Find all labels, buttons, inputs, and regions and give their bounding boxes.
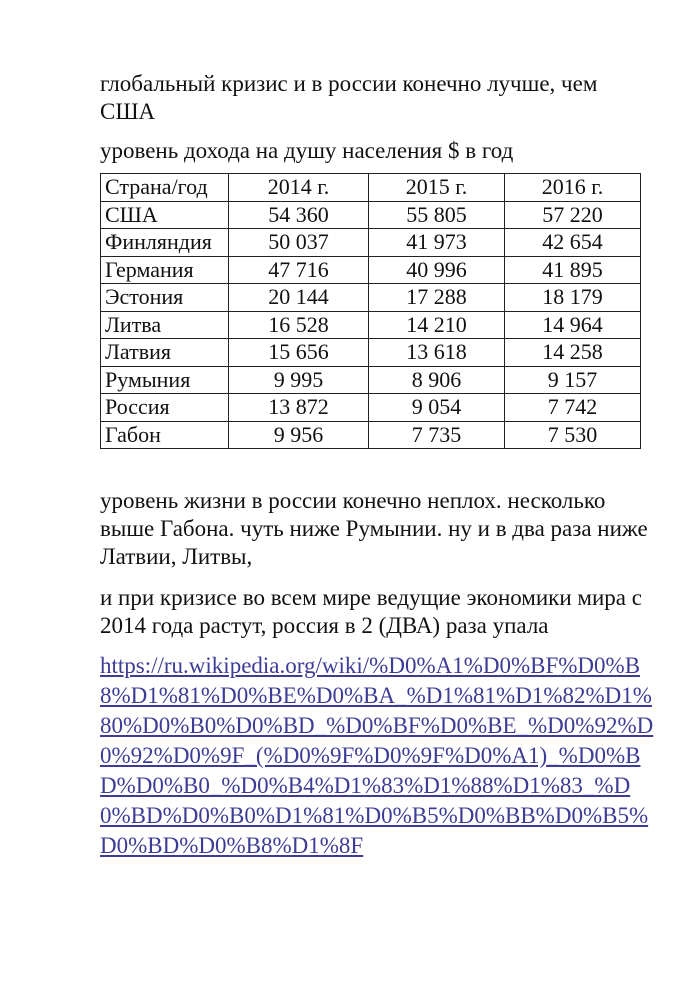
cell-2014: 9 956 bbox=[229, 421, 369, 449]
cell-country: Эстония bbox=[101, 284, 229, 312]
cell-2015: 41 973 bbox=[369, 229, 505, 257]
table-row bbox=[101, 284, 641, 312]
cell-2014: 50 037 bbox=[229, 229, 369, 257]
cell-country: США bbox=[101, 201, 229, 229]
header-2015: 2015 г. bbox=[369, 174, 505, 202]
cell-2016: 41 895 bbox=[505, 256, 641, 284]
income-table bbox=[100, 173, 641, 449]
table-row bbox=[101, 201, 641, 229]
table-title: уровень дохода на душу населения $ в год bbox=[100, 138, 514, 163]
cell-2015: 55 805 bbox=[369, 201, 505, 229]
table-row bbox=[101, 339, 641, 367]
cell-2016: 7 530 bbox=[505, 421, 641, 449]
cell-2016: 14 258 bbox=[505, 339, 641, 367]
cell-2016: 7 742 bbox=[505, 394, 641, 422]
cell-2015: 40 996 bbox=[369, 256, 505, 284]
cell-2014: 13 872 bbox=[229, 394, 369, 422]
table-row bbox=[101, 229, 641, 257]
cell-2015: 9 054 bbox=[369, 394, 505, 422]
cell-country: Габон bbox=[101, 421, 229, 449]
header-country-year: Страна/год bbox=[101, 174, 229, 202]
table-row bbox=[101, 256, 641, 284]
cell-2016: 57 220 bbox=[505, 201, 641, 229]
header-2014: 2014 г. bbox=[229, 174, 369, 202]
table-row bbox=[101, 366, 641, 394]
table-row bbox=[101, 421, 641, 449]
cell-2016: 14 964 bbox=[505, 311, 641, 339]
cell-country: Россия bbox=[101, 394, 229, 422]
paragraph-living-standard: уровень жизни в россии конечно неплох. несколько выше Габона. чуть ниже Румынии. ну и в два раза ниже Латвии, Литвы, bbox=[100, 488, 648, 569]
cell-country: Германия bbox=[101, 256, 229, 284]
table-row bbox=[101, 311, 641, 339]
cell-country: Литва bbox=[101, 311, 229, 339]
paragraph-crisis: и при кризисе во всем мире ведущие экономики мира с 2014 года растут, россия в 2 (ДВА) раза упала bbox=[100, 585, 642, 638]
cell-2016: 18 179 bbox=[505, 284, 641, 312]
cell-2016: 9 157 bbox=[505, 366, 641, 394]
wikipedia-link[interactable]: https://ru.wikipedia.org/wiki/%D0%A1%D0%BF%D0%B8%D1%81%D0%BE%D0%BA_%D1%81%D1%82%D1%80%D0%B0%D0%BD_%D0%BF%D0%BE_%D0%92%D0%92%D0%9F_(%D0%9F%D0%9F%D0%A1)_%D0%BD%D0%B0_%D0%B4%D1%83%D1%88%D1%83_%D0%BD%D0%B0%D1%81%D0%B5%D0%BB%D0%B5%D0%BD%D0%B8%D1%8F bbox=[100, 653, 654, 858]
cell-2014: 20 144 bbox=[229, 284, 369, 312]
cell-2015: 8 906 bbox=[369, 366, 505, 394]
intro-text: глобальный кризис и в россии конечно лучше, чем США bbox=[100, 71, 598, 124]
cell-2014: 47 716 bbox=[229, 256, 369, 284]
table-row bbox=[101, 394, 641, 422]
cell-2015: 17 288 bbox=[369, 284, 505, 312]
cell-2014: 54 360 bbox=[229, 201, 369, 229]
cell-2016: 42 654 bbox=[505, 229, 641, 257]
cell-2015: 13 618 bbox=[369, 339, 505, 367]
cell-2014: 16 528 bbox=[229, 311, 369, 339]
cell-2014: 9 995 bbox=[229, 366, 369, 394]
header-2016: 2016 г. bbox=[505, 174, 641, 202]
cell-2014: 15 656 bbox=[229, 339, 369, 367]
cell-country: Финляндия bbox=[101, 229, 229, 257]
cell-2015: 7 735 bbox=[369, 421, 505, 449]
cell-country: Румыния bbox=[101, 366, 229, 394]
cell-country: Латвия bbox=[101, 339, 229, 367]
table-header-row bbox=[101, 174, 641, 202]
cell-2015: 14 210 bbox=[369, 311, 505, 339]
